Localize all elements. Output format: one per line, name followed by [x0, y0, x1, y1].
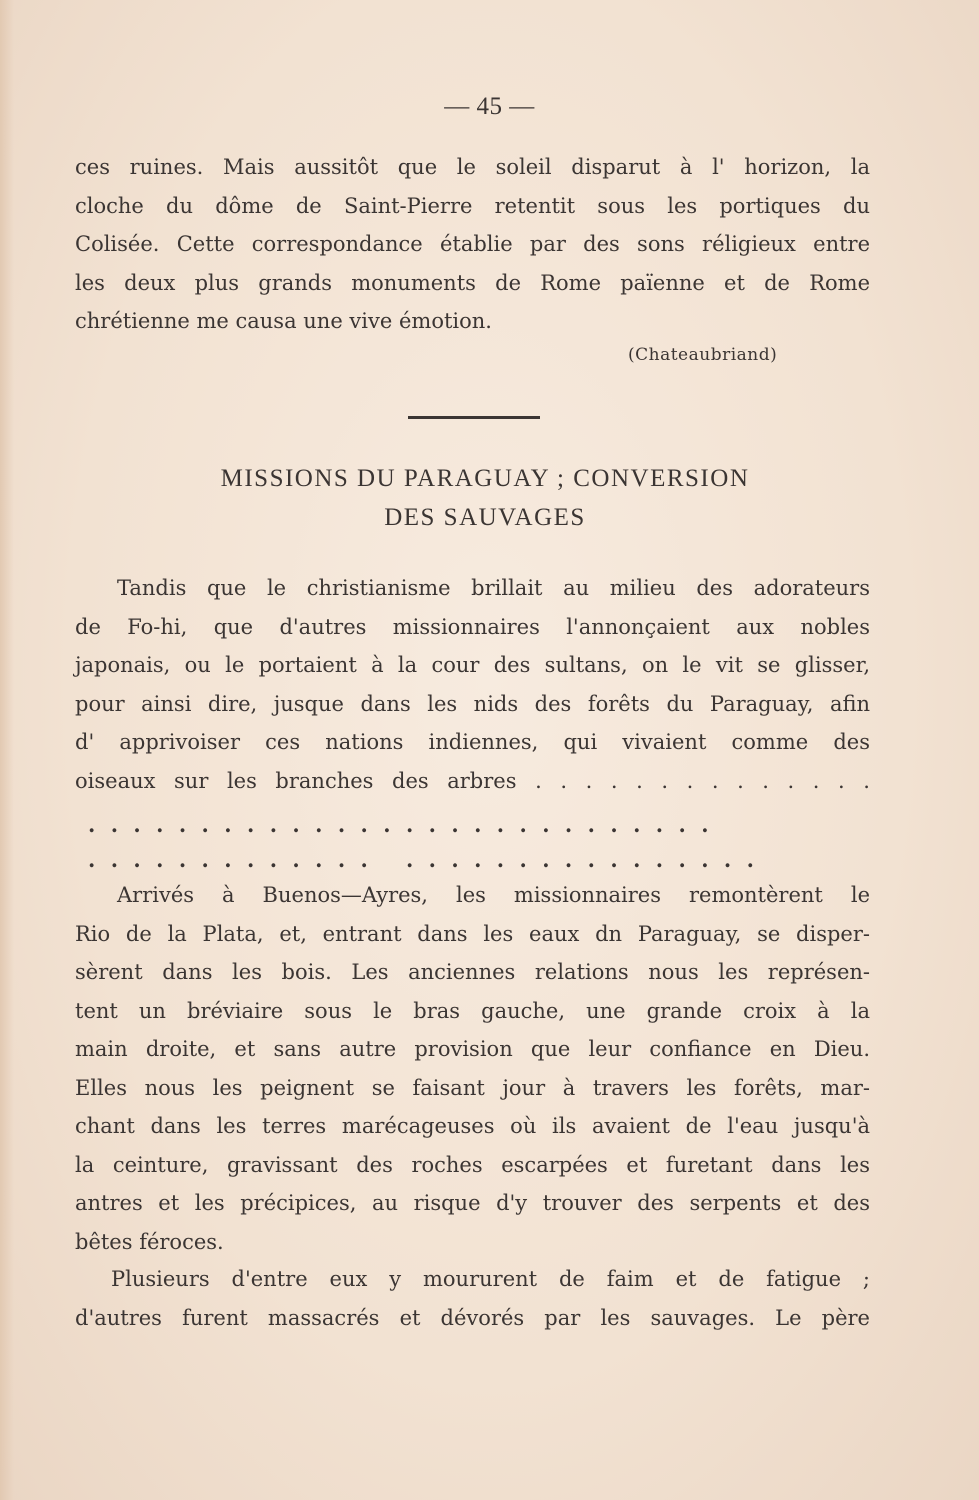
- section-divider-rule: [408, 416, 540, 419]
- text-line: Tandis que le christianisme brillait au milieu des adorateurs: [117, 576, 870, 600]
- text-line: d' apprivoiser ces nations indiennes, qui vivaient comme des: [75, 730, 870, 754]
- passage-martyrs: [75, 1260, 870, 1337]
- attribution: (Chateaubriand): [628, 345, 778, 365]
- text-line: Arrivés à Buenos—Ayres, les missionnaires remontèrent le: [117, 883, 870, 907]
- passage-paraguay-intro: [75, 569, 870, 800]
- text-line: oiseaux sur les branches des arbres . . . . . . . . . . . . . .: [75, 768, 870, 793]
- text-line: tent un bréviaire sous le bras gauche, une grande croix à la: [75, 998, 870, 1023]
- text-line: Plusieurs d'entre eux y moururent de faim et de fatigue ;: [111, 1267, 870, 1291]
- page-number: — 45 —: [444, 93, 535, 120]
- text-line: main droite, et sans autre provision que leur confiance en Dieu.: [75, 1037, 870, 1061]
- text-line: cloche du dôme de Saint-Pierre retentit sous les portiques du: [75, 193, 870, 218]
- text-line: pour ainsi dire, jusque dans les nids des forêts du Paraguay, afin: [75, 691, 870, 716]
- text-line: les deux plus grands monuments de Rome païenne et de Rome: [75, 270, 870, 295]
- ellipsis-row: ............................: [88, 812, 724, 837]
- text-line: ces ruines. Mais aussitôt que le soleil disparut à l' horizon, la: [75, 155, 870, 179]
- ellipsis-row: ............. ................: [88, 847, 770, 872]
- passage-missionaries: [75, 876, 870, 1261]
- text-line: antres et les précipices, au risque d'y trouver des serpents et des: [75, 1191, 870, 1215]
- text-line: chant dans les terres marécageuses où ils avaient de l'eau jusqu'à: [75, 1114, 870, 1138]
- text-line: la ceinture, gravissant des roches escarpées et furetant dans les: [75, 1152, 870, 1177]
- text-line: Rio de la Plata, et, entrant dans les eaux dn Paraguay, se disper-: [75, 921, 870, 946]
- passage-chateaubriand: [75, 148, 870, 341]
- text-line: Elles nous les peignent se faisant jour à travers les forêts, mar-: [75, 1075, 870, 1100]
- section-title-line-1: MISSIONS DU PARAGUAY ; CONVERSION: [220, 465, 750, 492]
- text-line: japonais, ou le portaient à la cour des sultans, on le vit se glisser,: [75, 653, 870, 677]
- text-line: d'autres furent massacrés et dévorés par les sauvages. Le père: [75, 1305, 870, 1330]
- text-line: chrétienne me causa une vive émotion.: [75, 309, 492, 333]
- text-line: sèrent dans les bois. Les anciennes relations nous les représen-: [75, 960, 870, 984]
- text-line: de Fo-hi, que d'autres missionnaires l'annonçaient aux nobles: [75, 614, 870, 639]
- section-title-line-2: DES SAUVAGES: [384, 504, 586, 531]
- text-line: bêtes féroces.: [75, 1229, 224, 1254]
- page-edge-shading: [0, 0, 14, 1500]
- text-line: Colisée. Cette correspondance établie par des sons réligieux entre: [75, 232, 870, 256]
